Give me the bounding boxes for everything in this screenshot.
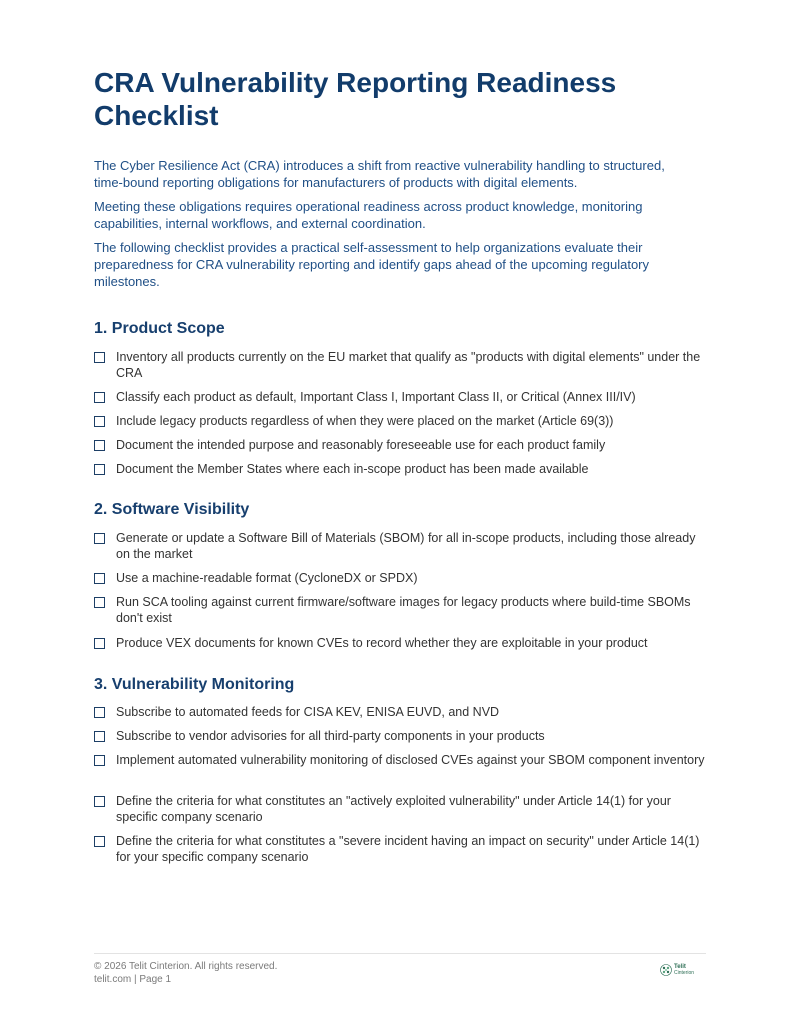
intro-paragraph-3: The following checklist provides a practical self-assessment to help organizations evaluate their preparedness for CRA vulnerability reporting and identify gaps ahead of the upcoming regulatory milestones. <box>94 240 650 289</box>
logo-subtitle: Cinterion <box>674 970 695 976</box>
checkbox[interactable] <box>94 392 105 403</box>
checklist-item-text: Implement automated vulnerability monitoring of disclosed CVEs against your SBOM component inventory <box>116 753 705 767</box>
checklist-item-text: Include legacy products regardless of when they were placed on the market (Article 69(3)) <box>116 414 614 428</box>
checkbox[interactable] <box>94 731 105 742</box>
checklist-item-text: Classify each product as default, Important Class I, Important Class II, or Critical (Annex III/IV) <box>116 390 636 404</box>
logo-wordmark: Telit <box>674 964 686 970</box>
checkbox[interactable] <box>94 836 105 847</box>
checkbox[interactable] <box>94 464 105 475</box>
section-heading-software-visibility: 2. Software Visibility <box>94 501 250 518</box>
checklist-item-text: Subscribe to vendor advisories for all third-party components in your products <box>116 729 545 743</box>
footer-page-info: telit.com | Page 1 <box>94 974 172 985</box>
checkbox[interactable] <box>94 796 105 807</box>
checklist-item-text: Define the criteria for what constitutes an "actively exploited vulnerability" under Article 14(1) for your specific company scenario <box>116 794 671 824</box>
telit-logo <box>660 964 696 978</box>
intro-paragraph-2: Meeting these obligations requires operational readiness across product knowledge, monitoring capabilities, internal workflows, and external coordination. <box>94 199 643 231</box>
checkbox[interactable] <box>94 416 105 427</box>
checkbox[interactable] <box>94 755 105 766</box>
checklist-item-text: Document the Member States where each in-scope product has been made available <box>116 462 589 476</box>
checklist-item-text: Define the criteria for what constitutes a "severe incident having an impact on security" under Article 14(1) for your specific company scenario <box>116 834 700 864</box>
footer-copyright: © 2026 Telit Cinterion. All rights reserved. <box>94 961 278 972</box>
section-heading-vulnerability-monitoring: 3. Vulnerability Monitoring <box>94 676 295 693</box>
checklist-item-text: Use a machine-readable format (CycloneDX or SPDX) <box>116 571 418 585</box>
checkbox[interactable] <box>94 638 105 649</box>
checkbox[interactable] <box>94 573 105 584</box>
checkbox[interactable] <box>94 352 105 363</box>
checkbox[interactable] <box>94 597 105 608</box>
intro-paragraph-1: The Cyber Resilience Act (CRA) introduces a shift from reactive vulnerability handling to structured, time-bound reporting obligations for manufacturers of products with digital elements. <box>94 158 665 190</box>
checkbox[interactable] <box>94 440 105 451</box>
checklist-item-text: Document the intended purpose and reasonably foreseeable use for each product family <box>116 438 606 452</box>
checklist-item-text: Subscribe to automated feeds for CISA KEV, ENISA EUVD, and NVD <box>116 705 500 719</box>
section-heading-product-scope: 1. Product Scope <box>94 320 225 337</box>
footer-divider <box>94 953 706 954</box>
logo-mark-icon <box>660 964 672 976</box>
page-title: CRA Vulnerability Reporting Readiness Checklist <box>94 67 617 131</box>
checklist-item-text: Generate or update a Software Bill of Materials (SBOM) for all in-scope products, including those already on the market <box>116 531 696 561</box>
checkbox[interactable] <box>94 533 105 544</box>
checkbox[interactable] <box>94 707 105 718</box>
checklist-item-text: Run SCA tooling against current firmware/software images for legacy products where build-time SBOMs don't exist <box>116 595 691 625</box>
checklist-item-text: Produce VEX documents for known CVEs to record whether they are exploitable in your product <box>116 636 648 650</box>
checklist-item-text: Inventory all products currently on the EU market that qualify as "products with digital elements" under the CRA <box>116 350 701 380</box>
